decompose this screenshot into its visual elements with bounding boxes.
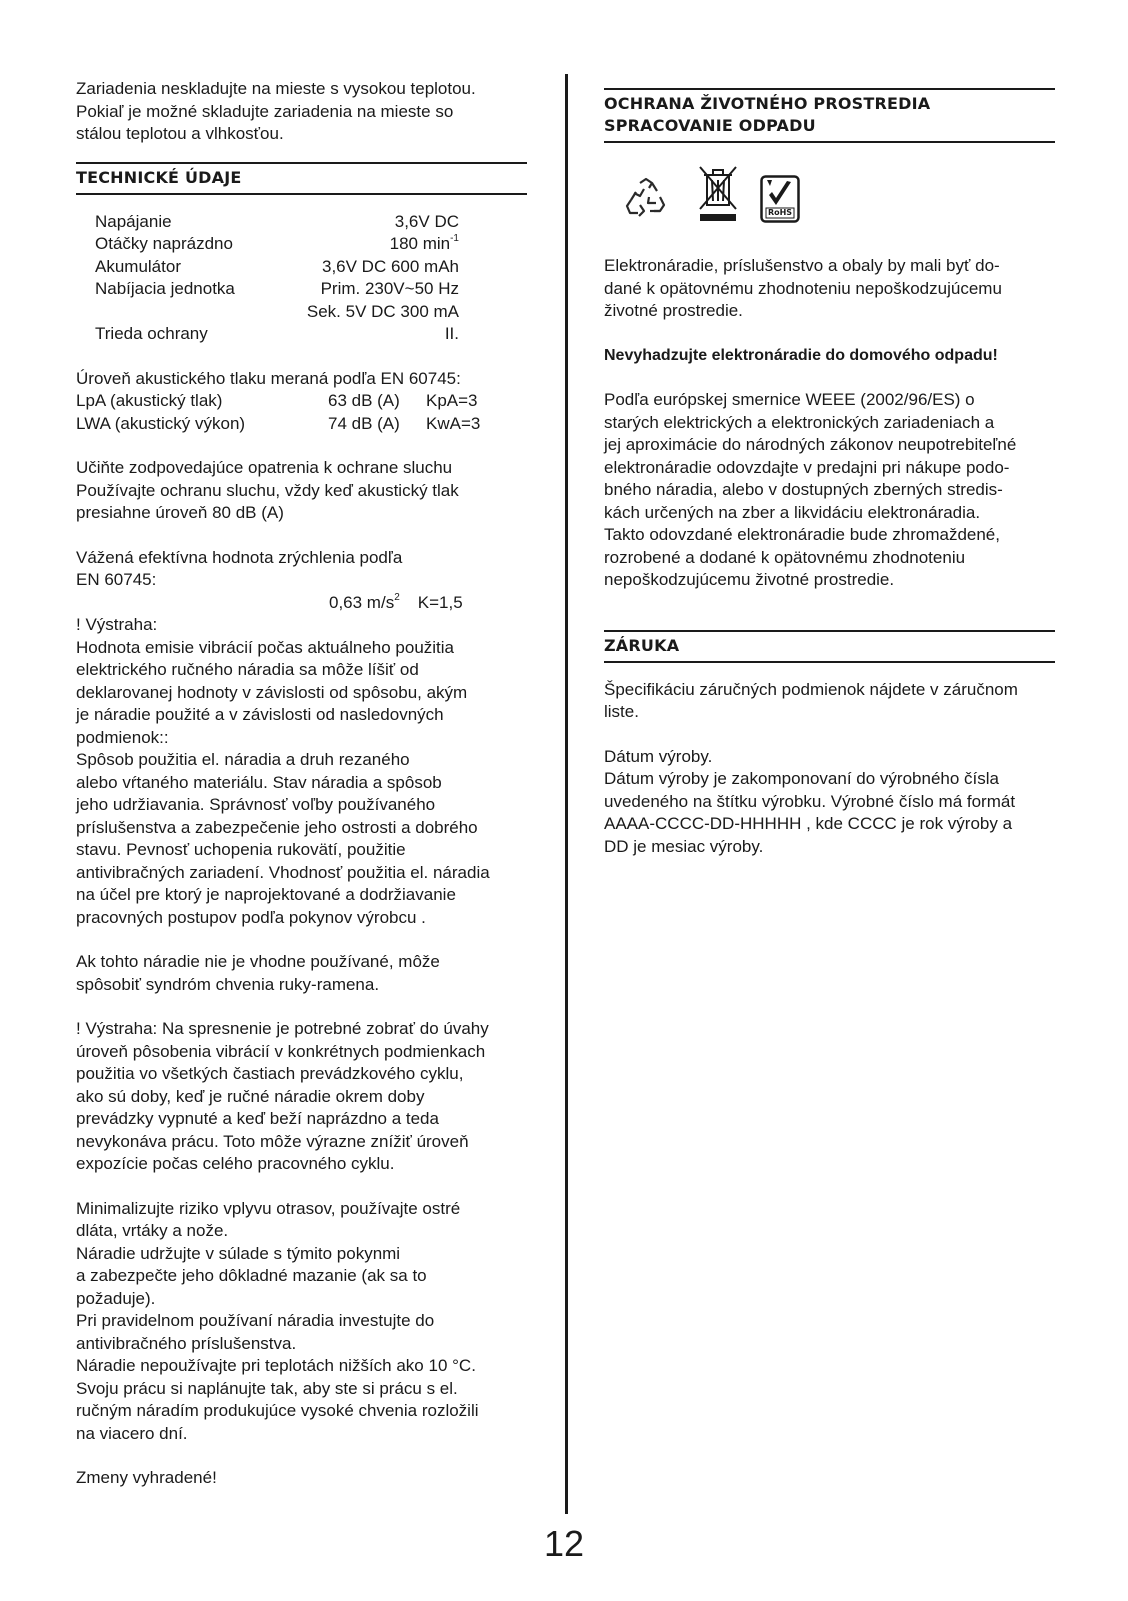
text-line: dané k opätovnému zhodnoteniu nepoškodzujúcemu <box>604 278 1002 298</box>
text-line: Svoju prácu si naplánujte tak, aby ste si prácu s el. <box>76 1378 458 1398</box>
symbol-row <box>622 165 1055 223</box>
text-line: Hodnota emisie vibrácií počas aktuálneho použitia <box>76 637 455 657</box>
spec-row <box>95 278 459 301</box>
text-line: je náradie použité a v závislosti od nasledovných <box>76 705 444 724</box>
text-line: na účel pre ktorý je naprojektované a dodržiavanie <box>76 885 456 904</box>
text-line: ! Výstraha: Na spresnenie je potrebné zobrať do úvahy <box>76 1019 489 1038</box>
acoustic-k: KpA=3 <box>426 391 478 410</box>
spec-superscript: -1 <box>450 233 459 245</box>
text-line: Elektronáradie, príslušenstvo a obaly by mali byť do- <box>604 256 1000 275</box>
vibration-block <box>76 547 527 615</box>
text-line: elektrického ručného náradia sa môže líšiť od <box>76 660 419 679</box>
spec-row <box>95 233 459 256</box>
vibration-value-row <box>76 592 527 615</box>
acoustic-row <box>76 413 527 436</box>
text-line: Učiňte zodpovedajúce opatrenia k ochrane sluchu <box>76 458 453 477</box>
text-line: ručným náradím produkujúce vysoké chvenia rozložili <box>76 1401 479 1420</box>
text-line: a zabezpečte jeho dôkladné mazanie (ak sa to <box>76 1266 427 1285</box>
acoustic-label: LWA (akustický výkon) <box>76 413 246 433</box>
text-line: rozrobené a dodané k opätovnému zhodnoteniu <box>604 547 966 567</box>
section-heading-technical: TECHNICKÉ ÚDAJE <box>76 162 527 195</box>
crossed-bin-icon <box>698 165 738 223</box>
text-line: životné prostredie. <box>604 301 743 320</box>
spec-row <box>95 323 459 346</box>
vibration-superscript: 2 <box>394 591 400 603</box>
heading-line: SPRACOVANIE ODPADU <box>604 116 816 135</box>
text-line: použitia vo všetkých častiach prevádzkového cyklu, <box>76 1064 464 1083</box>
text-line: AAAA-CCCC-DD-HHHHH , kde CCCC je rok výroby a <box>604 814 1013 833</box>
acoustic-label: LpA (akustický tlak) <box>76 391 223 410</box>
text-line: Používajte ochranu sluchu, vždy keď akustický tlak <box>76 480 459 500</box>
warning-paragraph-1 <box>76 614 527 929</box>
page-number: 12 <box>543 1523 585 1564</box>
text-line: Vážená efektívna hodnota zrýchlenia podľa <box>76 547 403 567</box>
text-line: DD je mesiac výroby. <box>604 836 764 856</box>
spec-row <box>95 211 459 234</box>
spec-value: Prim. 230V~50 Hz <box>320 279 459 298</box>
warning-paragraph-2 <box>76 1018 527 1176</box>
text-line: Pri pravidelnom používaní náradia investujte do <box>76 1311 435 1330</box>
spec-label: Nabíjacia jednotka <box>95 279 235 298</box>
spec-value-wrap <box>390 233 459 256</box>
section-heading-environment <box>604 88 1055 143</box>
text-line: Špecifikáciu záručných podmienok nájdete v záručnom <box>604 679 1018 699</box>
acoustic-value: 63 dB (A) <box>328 391 400 410</box>
text-line: stavu. Pevnosť uchopenia rukovätí, použitie <box>76 840 406 859</box>
left-column <box>76 78 527 1490</box>
text-line: požaduje). <box>76 1288 156 1308</box>
text-line: antivibračného príslušenstva. <box>76 1333 297 1353</box>
spec-value: 3,6V DC 600 mAh <box>321 256 459 276</box>
text-line: uvedeného na štítku výrobku. Výrobné číslo má formát <box>604 791 1016 811</box>
text-line: jej aproximácie do národných zákonov neupotrebiteľné <box>604 435 1017 454</box>
rohs-icon <box>760 175 800 223</box>
text-line: pracovných postupov podľa pokynov výrobcu . <box>76 907 426 927</box>
text-line: Dátum výroby je zakomponovaní do výrobného čísla <box>604 769 999 788</box>
spec-row <box>95 301 459 324</box>
text-line: ako sú doby, keď je ručné náradie okrem doby <box>76 1086 425 1106</box>
text-line: Dátum výroby. <box>604 746 713 766</box>
text-line: úroveň pôsobenia vibrácií v konkrétnych podmienkach <box>76 1041 486 1061</box>
spec-value: 180 min <box>389 234 451 253</box>
disposal-warning: Nevyhadzujte elektronáradie do domového odpadu! <box>604 346 998 364</box>
minimize-paragraph <box>76 1198 527 1446</box>
text-line: starých elektrických a elektronických zariadeniach a <box>604 412 995 432</box>
syndrome-paragraph <box>76 951 527 996</box>
spec-label: Akumulátor <box>95 256 181 276</box>
text-line: Pokiaľ je možné skladujte zariadenia na mieste so <box>76 101 454 121</box>
rohs-label: RoHS <box>767 208 793 217</box>
text-line: príslušenstva a zabezpečenie jeho ostrosti a dobrého <box>76 817 478 837</box>
right-column <box>604 88 1055 858</box>
text-line: alebo vŕtaného materiálu. Stav náradia a spôsob <box>76 772 442 792</box>
text-line: Náradie nepoužívajte pri teplotách nižších ako 10 °C. <box>76 1356 476 1375</box>
text-line: jeho udržiavania. Správnosť voľby používaného <box>76 795 436 814</box>
section-heading-warranty: ZÁRUKA <box>604 630 1055 663</box>
column-divider <box>565 74 568 1514</box>
text-line: EN 60745: <box>76 570 157 589</box>
text-line: Zariadenia neskladujte na mieste s vysokou teplotou. <box>76 79 476 98</box>
acoustic-block <box>76 368 527 436</box>
spec-value: 3,6V DC <box>394 211 459 231</box>
vibration-value-wrap <box>329 593 400 612</box>
hearing-paragraph <box>76 457 527 525</box>
text-line: stálou teplotou a vlhkosťou. <box>76 124 284 143</box>
acoustic-value: 74 dB (A) <box>328 413 400 433</box>
spec-table <box>95 211 459 346</box>
text-line: nepoškodzujúcemu životné prostredie. <box>604 570 895 589</box>
text-line: prevádzky vypnuté a keď beží naprázdno a teda <box>76 1109 439 1128</box>
acoustic-k: KwA=3 <box>426 413 481 433</box>
text-line: elektronáradie odovzdajte v predajni pri nákupe podo- <box>604 457 1010 477</box>
spec-label: Napájanie <box>95 211 172 231</box>
text-line: kách určených na zber a likvidáciu elektronáradia. <box>604 502 981 522</box>
text-line: Spôsob použitia el. náradia a druh rezaného <box>76 750 410 769</box>
text-line: liste. <box>604 702 639 721</box>
text-line: bného náradia, alebo v dostupných zberných stredis- <box>604 480 1003 499</box>
changes-reserved: Zmeny vyhradené! <box>76 1468 217 1487</box>
acoustic-title: Úroveň akustického tlaku meraná podľa EN 60745: <box>76 368 461 388</box>
text-line: deklarovanej hodnoty v závislosti od spôsobu, akým <box>76 682 468 702</box>
spec-value: Sek. 5V DC 300 mA <box>306 301 459 321</box>
text-line: Podľa európskej smernice WEEE (2002/96/ES) o <box>604 390 975 409</box>
acoustic-row <box>76 390 527 413</box>
spec-label: Otáčky naprázdno <box>95 234 233 253</box>
text-line: Náradie udržujte v súlade s týmito pokynmi <box>76 1243 401 1263</box>
spec-value: II. <box>444 324 459 343</box>
warranty-paragraph <box>604 679 1055 724</box>
heading-line: OCHRANA ŽIVOTNÉHO PROSTREDIA <box>604 94 931 113</box>
text-line: antivibračných zariadení. Vhodnosť použitia el. náradia <box>76 862 490 882</box>
text-line: ! Výstraha: <box>76 615 158 634</box>
spec-row <box>95 256 459 279</box>
text-line: dláta, vrtáky a nože. <box>76 1221 229 1240</box>
storage-paragraph <box>76 78 527 146</box>
text-line: nevykonáva prácu. Toto môže výrazne znížiť úroveň <box>76 1131 469 1151</box>
weee-paragraph <box>604 389 1055 592</box>
text-line: presiahne úroveň 80 dB (A) <box>76 503 284 522</box>
vibration-k: K=1,5 <box>417 592 463 612</box>
text-line: spôsobiť syndróm chvenia ruky-ramena. <box>76 974 380 994</box>
text-line: na viacero dní. <box>76 1423 188 1443</box>
text-line: Minimalizujte riziko vplyvu otrasov, používajte ostré <box>76 1198 461 1218</box>
text-line: Takto odovzdané elektronáradie bude zhromaždené, <box>604 525 1000 544</box>
vibration-value: 0,63 m/s <box>329 592 395 612</box>
env-paragraph <box>604 255 1055 323</box>
text-line: Ak tohto náradie nie je vhodne používané, môže <box>76 952 440 971</box>
spec-label: Trieda ochrany <box>95 324 208 343</box>
text-line: expozície počas celého pracovného cyklu. <box>76 1154 395 1173</box>
text-line: podmienok:: <box>76 727 169 747</box>
recycle-icon <box>622 175 670 223</box>
production-date-paragraph <box>604 746 1055 859</box>
